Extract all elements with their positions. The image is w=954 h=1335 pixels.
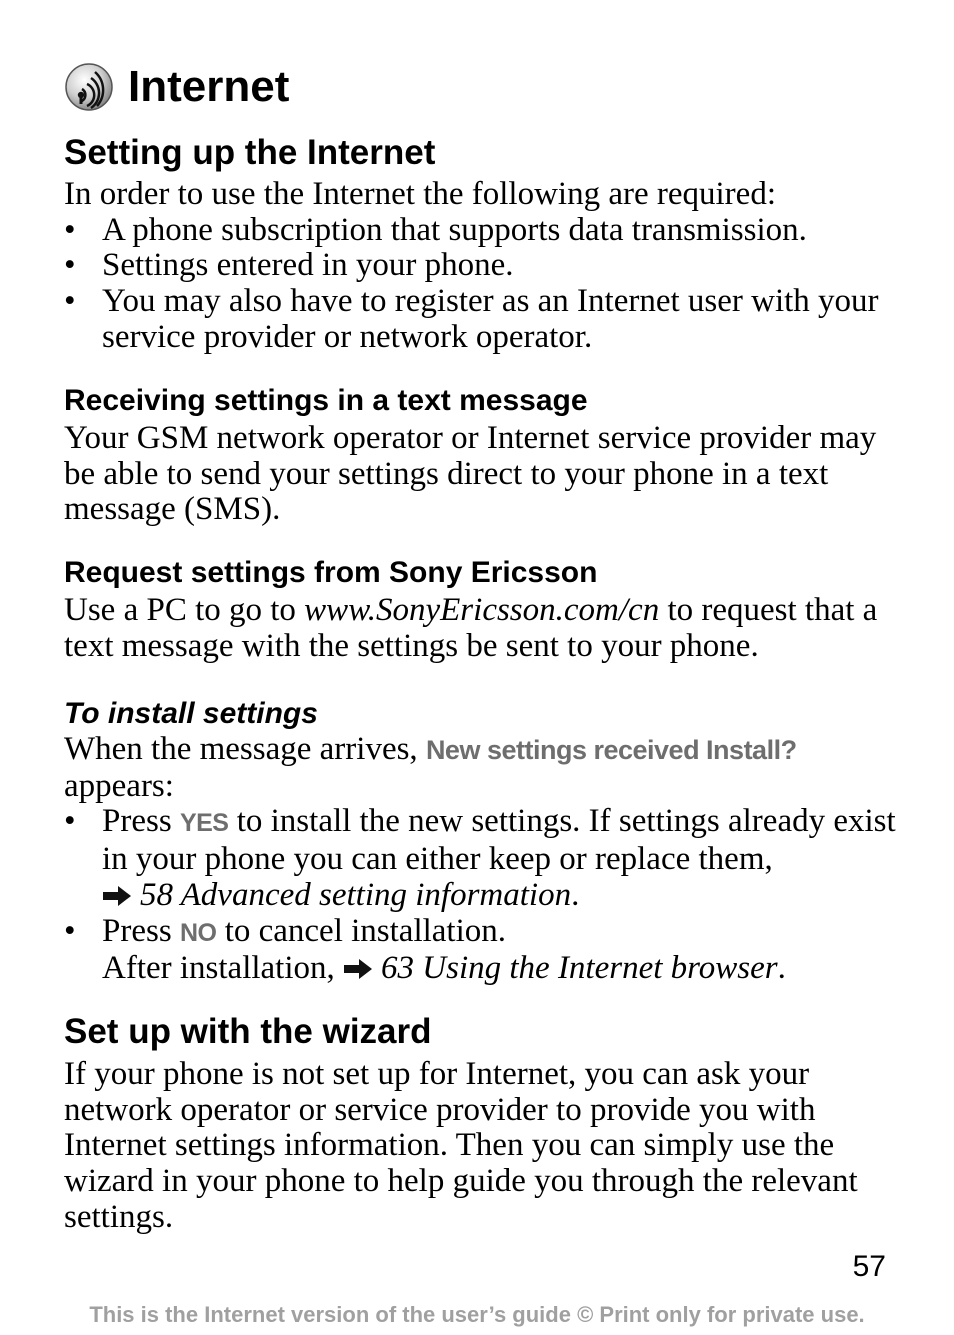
cross-reference[interactable]: 63 Using the Internet browser [381, 950, 778, 987]
install-steps-list [64, 804, 904, 987]
section-heading-request: Request settings from Sony Ericsson [64, 556, 598, 589]
list-item: • Settings entered in your phone. [64, 247, 514, 284]
section-wizard-body: If your phone is not set up for Internet, you can ask your network operator or service provider to provide you with Internet settings information. Then you can simply use the wizard in your phone to help guide you through the relevant settings. [64, 1056, 858, 1235]
list-item: • A phone subscription that supports data transmission. [64, 211, 807, 248]
section-request-body: Use a PC to go to www.SonyEricsson.com/cn to request that a text message with the settings be sent to your phone. [64, 592, 878, 664]
bullet: • [64, 803, 76, 840]
section-intro: In order to use the Internet the following are required: [64, 176, 776, 212]
section-heading-install: To install settings [64, 697, 318, 730]
bullet: • [64, 247, 76, 284]
list-item: • Press YES to install the new settings. If settings already exist in your phone you can either keep or replace them, 58 Advanced setting information. [64, 803, 896, 913]
website-link[interactable]: www.SonyEricsson.com/cn [304, 592, 660, 628]
ui-message-text: New settings received Install? [425, 735, 797, 765]
bullet: • [64, 211, 76, 248]
title-row [64, 52, 289, 122]
section-heading-receiving: Receiving settings in a text message [64, 384, 588, 417]
yes-softkey-label: YES [179, 809, 229, 838]
section-install-body: When the message arrives, New settings received Install? appears: • Press YES to install the new settings. If settings already exist in your phone you can either keep or replace them, 58 Advanced setting information. • Press NO to cancel installation. After installation, 63 Using the Internet browser. [64, 732, 904, 987]
list-item: • Press NO to cancel installation. After installation, 63 Using the Internet browser. [64, 912, 786, 987]
footer-notice: This is the Internet version of the user’s guide © Print only for private use. [89, 1302, 865, 1327]
bullet: • [64, 283, 76, 320]
section-receiving-body: Your GSM network operator or Internet service provider may be able to send your settings direct to your phone in a text message (SMS). [64, 420, 877, 528]
section-heading-setting-up: Setting up the Internet [64, 133, 436, 172]
arrow-right-icon [343, 958, 373, 980]
section-setting-up-body [64, 177, 904, 356]
arrow-right-icon [102, 885, 132, 907]
bullet: • [64, 912, 76, 949]
page-number: 57 [852, 1250, 886, 1283]
internet-icon [64, 62, 114, 112]
requirements-list [64, 213, 904, 356]
no-softkey-label: NO [179, 918, 217, 947]
section-heading-wizard: Set up with the wizard [64, 1012, 432, 1051]
page-title: Internet [128, 62, 290, 111]
list-item: • You may also have to register as an Internet user with your service provider or network operator. [64, 283, 879, 355]
cross-reference[interactable]: 58 Advanced setting information [140, 876, 572, 913]
